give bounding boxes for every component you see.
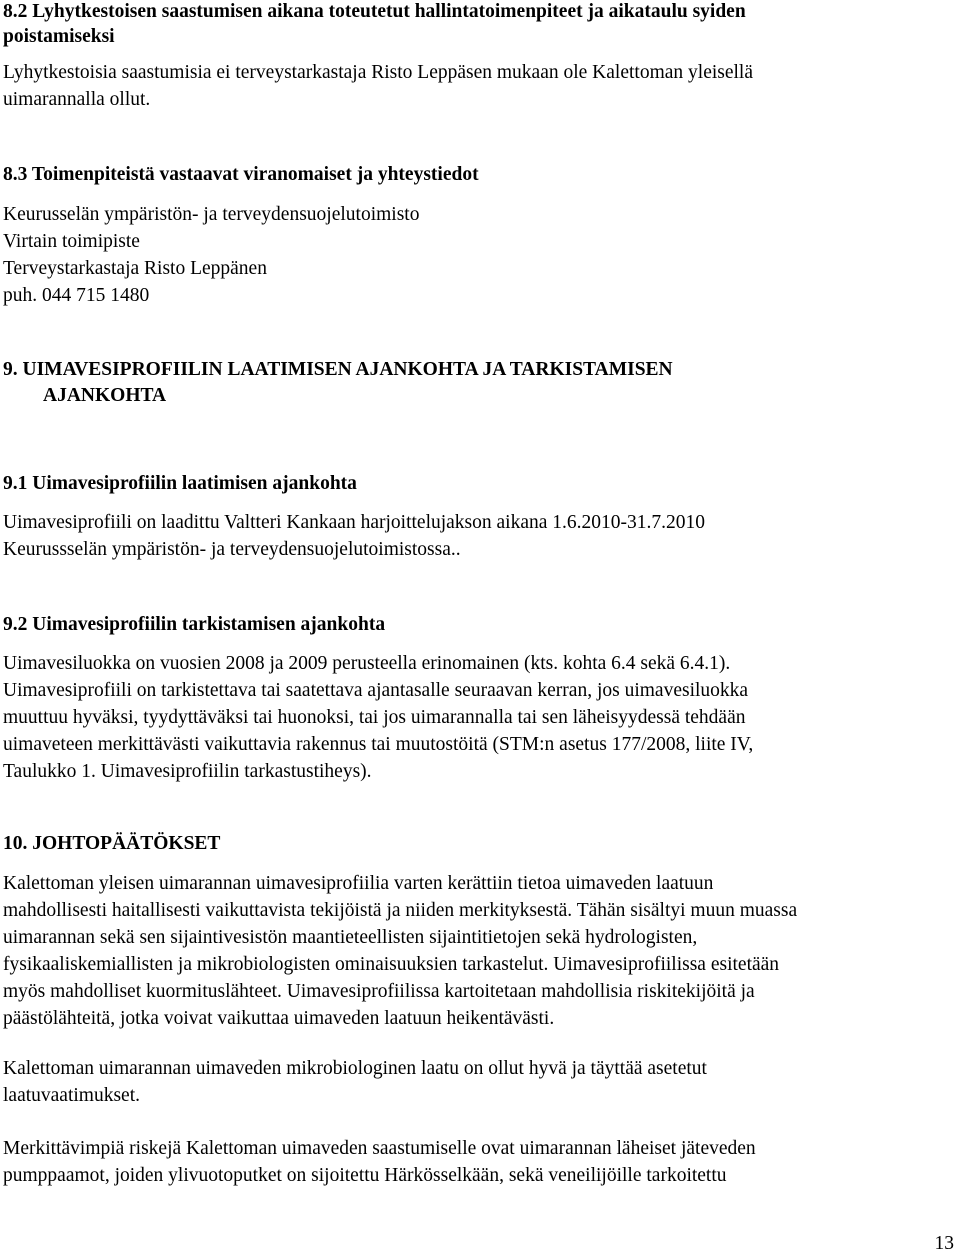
section-9-2-body-line: Uimavesiprofiili on tarkistettava tai saatettava ajantasalle seuraavan kerran, jos uimavesiluokka	[3, 680, 749, 701]
contact-phone: puh. 044 715 1480	[3, 285, 150, 306]
conclusions-para1-line: uimarannan sekä sen sijaintivesistön maantieteellisten sijaintitietojen sekä hydrologisten,	[3, 927, 698, 948]
section-9-1-body-line: Keurussselän ympäristön- ja terveydensuojelutoimistossa..	[3, 539, 461, 560]
section-9-2-heading: 9.2 Uimavesiprofiilin tarkistamisen ajankohta	[3, 614, 386, 635]
section-8-2-heading-line2: poistamiseksi	[3, 26, 115, 47]
conclusions-para1-line: myös mahdolliset kuormituslähteet. Uimavesiprofiilissa kartoitetaan mahdollisia riskitekijöitä ja	[3, 981, 755, 1002]
conclusions-para1-line: päästölähteitä, jotka voivat vaikuttaa uimaveden laatuun heikentävästi.	[3, 1008, 555, 1029]
section-8-2-body-line: Lyhytkestoisia saastumisia ei terveystarkastaja Risto Leppäsen mukaan ole Kalettoman yleisellä	[3, 62, 753, 83]
section-8-3-heading: 8.3 Toimenpiteistä vastaavat viranomaiset ja yhteystiedot	[3, 164, 479, 185]
section-9-2-body-line: Uimavesiluokka on vuosien 2008 ja 2009 perusteella erinomainen (kts. kohta 6.4 sekä 6.4.1).	[3, 653, 731, 674]
section-8-2-body-line: uimarannalla ollut.	[3, 89, 151, 110]
section-9-2-body-line: muuttuu hyväksi, tyydyttäväksi tai huonoksi, tai jos uimarannalla tai sen läheisyydessä tehdään	[3, 707, 746, 728]
contact-line: Virtain toimipiste	[3, 231, 140, 252]
section-8-2-heading-line1: 8.2 Lyhytkestoisen saastumisen aikana toteutetut hallintatoimenpiteet ja aikataulu syiden	[3, 1, 746, 22]
page-number: 13	[934, 1233, 954, 1254]
section-10-heading: 10. JOHTOPÄÄTÖKSET	[3, 833, 221, 854]
conclusions-para1-line: fysikaaliskemiallisten ja mikrobiologisten ominaisuuksien tarkastelut. Uimavesiprofiilissa esitetään	[3, 954, 780, 975]
section-9-2-body-line: Taulukko 1. Uimavesiprofiilin tarkastustiheys).	[3, 761, 372, 782]
section-9-heading-line1: 9. UIMAVESIPROFIILIN LAATIMISEN AJANKOHTA JA TARKISTAMISEN	[3, 359, 673, 380]
conclusions-para3-line: pumppaamot, joiden ylivuotoputket on sijoitettu Härkösselkään, sekä veneilijöille tarkoitettu	[3, 1165, 727, 1186]
conclusions-para1-line: Kalettoman yleisen uimarannan uimavesiprofiilia varten kerättiin tietoa uimaveden laatuun	[3, 873, 714, 894]
section-9-heading-line2: AJANKOHTA	[43, 385, 167, 406]
conclusions-para1-line: mahdollisesti haitallisesti vaikuttavista tekijöistä ja niiden merkityksestä. Tähän sisältyi muun muassa	[3, 900, 798, 921]
contact-line: Keurusselän ympäristön- ja terveydensuojelutoimisto	[3, 204, 420, 225]
conclusions-para3-line: Merkittävimpiä riskejä Kalettoman uimaveden saastumiselle ovat uimarannan läheiset jäteveden	[3, 1138, 756, 1159]
section-9-1-heading: 9.1 Uimavesiprofiilin laatimisen ajankohta	[3, 473, 357, 494]
conclusions-para2-line: laatuvaatimukset.	[3, 1085, 140, 1106]
conclusions-para2-line: Kalettoman uimarannan uimaveden mikrobiologinen laatu on ollut hyvä ja täyttää asetetut	[3, 1058, 707, 1079]
section-9-2-body-line: uimaveteen merkittävästi vaikuttavia rakennus tai muutostöitä (STM:n asetus 177/2008, liite IV,	[3, 734, 754, 755]
section-9-1-body-line: Uimavesiprofiili on laadittu Valtteri Kankaan harjoittelujakson aikana 1.6.2010-31.7.2010	[3, 512, 706, 533]
contact-line: Terveystarkastaja Risto Leppänen	[3, 258, 267, 279]
